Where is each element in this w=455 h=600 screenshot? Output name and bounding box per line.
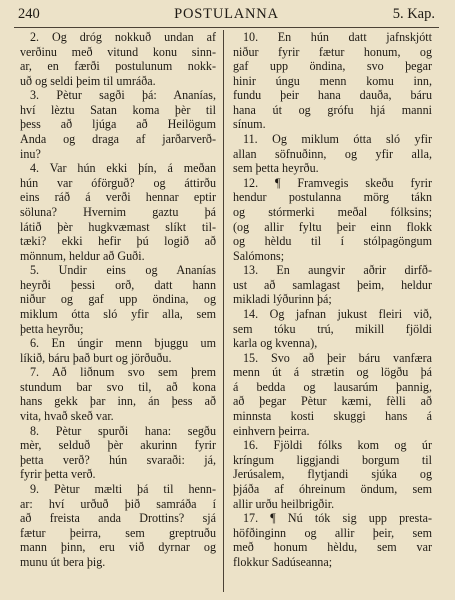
text-line: stundum bar svo til, að kona: [20, 379, 216, 394]
text-line: heyrði þessi orð, datt hann: [20, 277, 216, 292]
text-line: allir urðu heilbrigðir.: [233, 496, 335, 511]
text-line: að þegar Pètur kæmi, fèlli að: [233, 394, 432, 409]
text-line: niður og gaf upp öndina, og: [20, 292, 216, 307]
text-line: þjáða af óhreinum öndum, sem: [233, 481, 432, 496]
text-line: hans gekk þar inn, án þess að: [20, 394, 216, 409]
text-line: flokkur Sadúseanna;: [233, 554, 333, 569]
text-line: niður fyrir fætur honum, og: [233, 44, 432, 59]
text-line: 4. Var hún ekki þín, á meðan: [30, 161, 216, 176]
text-line: hendur postulanna mörg tákn: [233, 190, 432, 205]
text-line: 7. Að liðnum svo sem þrem: [30, 365, 216, 380]
text-line: 3. Pètur sagði þá: Ananías,: [30, 88, 216, 103]
text-line: mèr, selduð þèr akurinn fyrir: [20, 438, 216, 453]
text-line: líkið, báru það burt og jörðuðu.: [20, 350, 172, 365]
text-line: miklum ótta sló yfir alla, sem: [20, 306, 216, 321]
right-text-column: [233, 30, 432, 569]
text-line: 13. En aungvir aðrir dirfð-: [243, 263, 432, 278]
text-line: mikladi lýðurinn þá;: [233, 292, 332, 307]
text-line: fætur þeirra, sem greptruðu: [20, 525, 216, 540]
text-line: 15. Svo að þeir báru vanfæra: [243, 350, 432, 365]
text-line: inu?: [20, 146, 41, 161]
text-line: Jerúsalem, flytjandi sjúka og: [233, 467, 432, 482]
text-line: söluna? Hvernim gaztu þá: [20, 204, 216, 219]
text-line: sem tóku trú, mikill fjöldi: [233, 321, 432, 336]
text-line: kríngum liggjandi borgum til: [233, 452, 432, 467]
text-line: 17. ¶ Nú tók sig upp presta-: [243, 511, 432, 526]
text-line: með honum hèldu, sem var: [233, 540, 432, 555]
text-line: 12. ¶ Framvegis skeðu fyrir: [243, 175, 432, 190]
text-line: uð og seldi þeim til umráða.: [20, 73, 156, 88]
text-line: karla og kvenna),: [233, 336, 318, 351]
text-line: og hèldu til í stólpagöngum: [233, 234, 432, 249]
text-line: á bedda og lausarúm þannig,: [233, 379, 432, 394]
text-line: verðinu með vitund konu sinn-: [20, 44, 216, 59]
text-line: 6. En úngir menn bjuggu um: [30, 336, 216, 351]
text-line: allan söfnuðinn, og yfir alla,: [233, 146, 432, 161]
text-line: ust að samlagast þeim, heldur: [233, 277, 432, 292]
text-line: minnsta kosti skuggi hans á: [233, 409, 432, 424]
text-line: menn út á strætin og lögðu þá: [233, 365, 432, 380]
text-line: hví lèztu Satan koma þèr til: [20, 102, 216, 117]
text-line: ar: hví urðuð þið samráða í: [20, 496, 216, 511]
text-line: hana út og grófu hjá manni: [233, 102, 432, 117]
text-line: tæki? ekki hefir þú logið að: [20, 234, 216, 249]
text-line: sem þetta heyrðu.: [233, 161, 319, 176]
text-line: 5. Undir eins og Ananías: [30, 263, 216, 278]
text-line: 9. Pètur mælti þá til henn-: [30, 481, 216, 496]
text-line: 8. Pètur spurði hana: segðu: [30, 423, 216, 438]
text-line: fundu þeir hana dauða, báru: [233, 88, 432, 103]
text-line: mönnum, heldur að Guði.: [20, 248, 145, 263]
header-rule: [14, 27, 439, 28]
text-line: 10. En hún datt jafnskjótt: [243, 30, 432, 44]
text-line: sínum.: [233, 117, 266, 132]
text-line: hún var óförguð? og áttirðu: [20, 175, 216, 190]
left-text-column: [20, 30, 216, 569]
text-line: gaf upp öndina, svo þegar: [233, 59, 432, 74]
text-line: vita, hvað skeð var.: [20, 409, 114, 424]
text-line: hinir úngu menn komu inn,: [233, 73, 432, 88]
text-line: látið þèr hugkvæmast slíkt til-: [20, 219, 216, 234]
text-line: fyrir þetta verð.: [20, 467, 96, 482]
text-line: 14. Og jafnan jukust fleiri við,: [243, 306, 432, 321]
text-line: einhvern þeirra.: [233, 423, 310, 438]
text-line: þetta verð? hún svaraði: já,: [20, 452, 216, 467]
column-divider: [223, 30, 224, 592]
page-header: [18, 6, 435, 26]
running-title: POSTULANNA: [174, 6, 279, 22]
text-line: 2. Og dróg nokkuð undan af: [30, 30, 216, 44]
text-line: 11. Og miklum ótta sló yfir: [243, 132, 432, 147]
text-line: þess að ljúga að Heilögum: [20, 117, 216, 132]
text-line: mann þinn, eru við dyrnar og: [20, 540, 216, 555]
text-line: ar, en færði postulunum nokk-: [20, 59, 216, 74]
text-line: (og allir fyltu þeir einn flokk: [233, 219, 432, 234]
chapter-label: 5. Kap.: [392, 6, 435, 22]
text-line: eins ráð á verði hennar eptir: [20, 190, 216, 205]
text-line: 16. Fjöldi fólks kom og úr: [243, 438, 432, 453]
page-number: 240: [18, 6, 40, 22]
text-line: Salómons;: [233, 248, 285, 263]
text-line: Anda og draga af jarðarverð-: [20, 132, 216, 147]
text-line: munu út bera þig.: [20, 554, 106, 569]
text-line: og stórmerki meðal fólksins;: [233, 204, 432, 219]
text-line: að freista anda Drottins? sjá: [20, 511, 216, 526]
text-line: höfðinginn og allir þeir, sem: [233, 525, 432, 540]
text-line: þetta heyrðu;: [20, 321, 84, 336]
